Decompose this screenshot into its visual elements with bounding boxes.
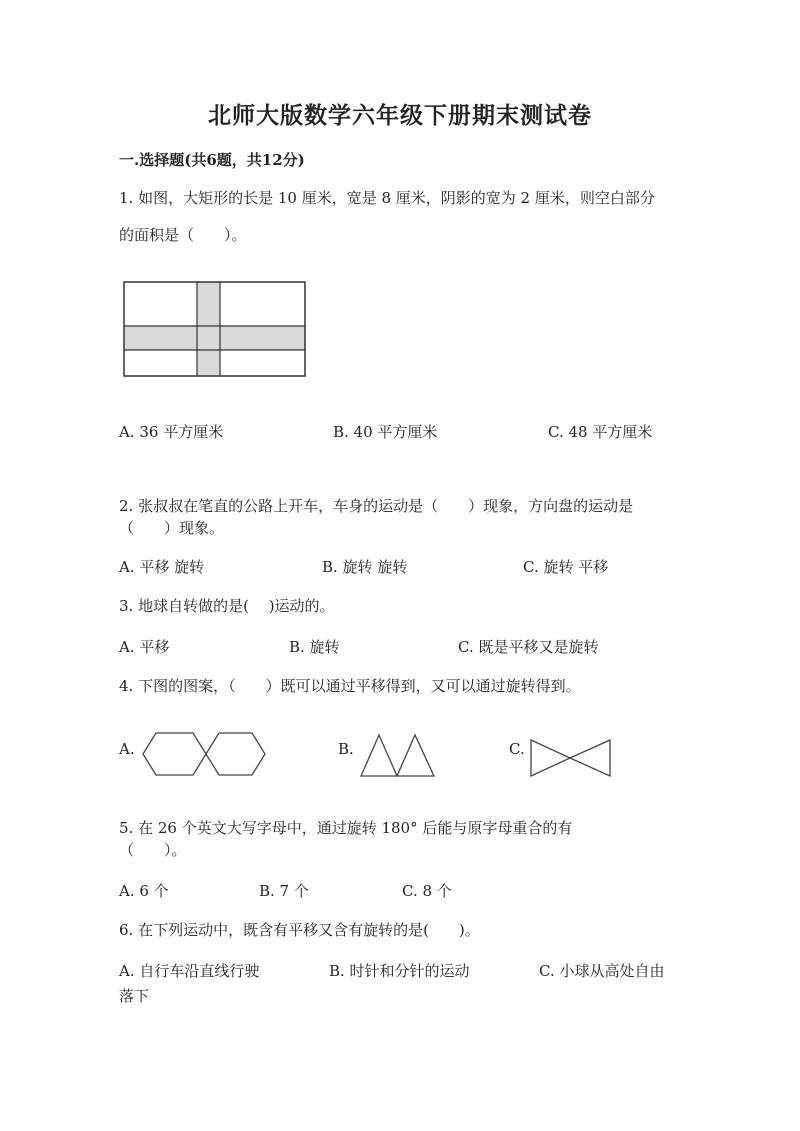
- page-title: 北师大版数学六年级下册期末测试卷: [208, 102, 592, 129]
- q6-option-c[interactable]: C. 小球从高处自由: [539, 962, 665, 980]
- q5-option-c[interactable]: C. 8 个: [402, 882, 452, 900]
- question-4-line-1: 4. 下图的图案，（ ）既可以通过平移得到，又可以通过旋转得到。: [119, 677, 581, 695]
- question-6-line-1: 6. 在下列运动中，既含有平移又含有旋转的是( )。: [119, 921, 480, 939]
- q3-option-b[interactable]: B. 旋转: [289, 638, 340, 656]
- q6-option-a[interactable]: A. 自行车沿直线行驶: [119, 962, 260, 980]
- bowtie-figure: [528, 737, 614, 779]
- q5-option-b[interactable]: B. 7 个: [259, 882, 309, 900]
- q1-option-b[interactable]: B. 40 平方厘米: [333, 423, 438, 441]
- question-2-line-1: 2. 张叔叔在笔直的公路上开车，车身的运动是（ ）现象，方向盘的运动是: [119, 497, 634, 515]
- question-5-line-1: 5. 在 26 个英文大写字母中，通过旋转 180° 后能与原字母重合的有: [119, 819, 573, 837]
- q2-option-c[interactable]: C. 旋转 平移: [523, 558, 609, 576]
- q6-option-a-wrap: 落下: [119, 987, 150, 1005]
- q6-option-b[interactable]: B. 时针和分针的运动: [329, 962, 470, 980]
- question-5-line-2: （ ）。: [119, 841, 187, 859]
- q3-option-c[interactable]: C. 既是平移又是旋转: [458, 638, 599, 656]
- rectangle-diagram: [122, 280, 308, 378]
- q1-option-c[interactable]: C. 48 平方厘米: [548, 423, 653, 441]
- shaded-horizontal-band: [124, 326, 305, 350]
- q2-option-b[interactable]: B. 旋转 旋转: [322, 558, 408, 576]
- q4-option-c-label[interactable]: C.: [509, 740, 525, 758]
- section-heading: 一.选择题(共6题，共12分): [119, 151, 305, 169]
- two-hexagons-figure: [140, 730, 268, 780]
- question-1-line-1: 1. 如图，大矩形的长是 10 厘米，宽是 8 厘米，阴影的宽为 2 厘米，则空白部分: [119, 189, 655, 207]
- question-1-line-2: 的面积是（ ）。: [119, 226, 247, 244]
- q4-option-b-label[interactable]: B.: [338, 740, 354, 758]
- q1-option-a[interactable]: A. 36 平方厘米: [119, 423, 224, 441]
- q5-option-a[interactable]: A. 6 个: [119, 882, 169, 900]
- q4-option-a-label[interactable]: A.: [119, 740, 135, 758]
- q2-option-a[interactable]: A. 平移 旋转: [119, 558, 205, 576]
- q3-option-a[interactable]: A. 平移: [119, 638, 170, 656]
- question-3-line-1: 3. 地球自转做的是( )运动的。: [119, 597, 335, 615]
- two-triangles-figure: [358, 731, 438, 779]
- question-2-line-2: （ ）现象。: [119, 519, 225, 537]
